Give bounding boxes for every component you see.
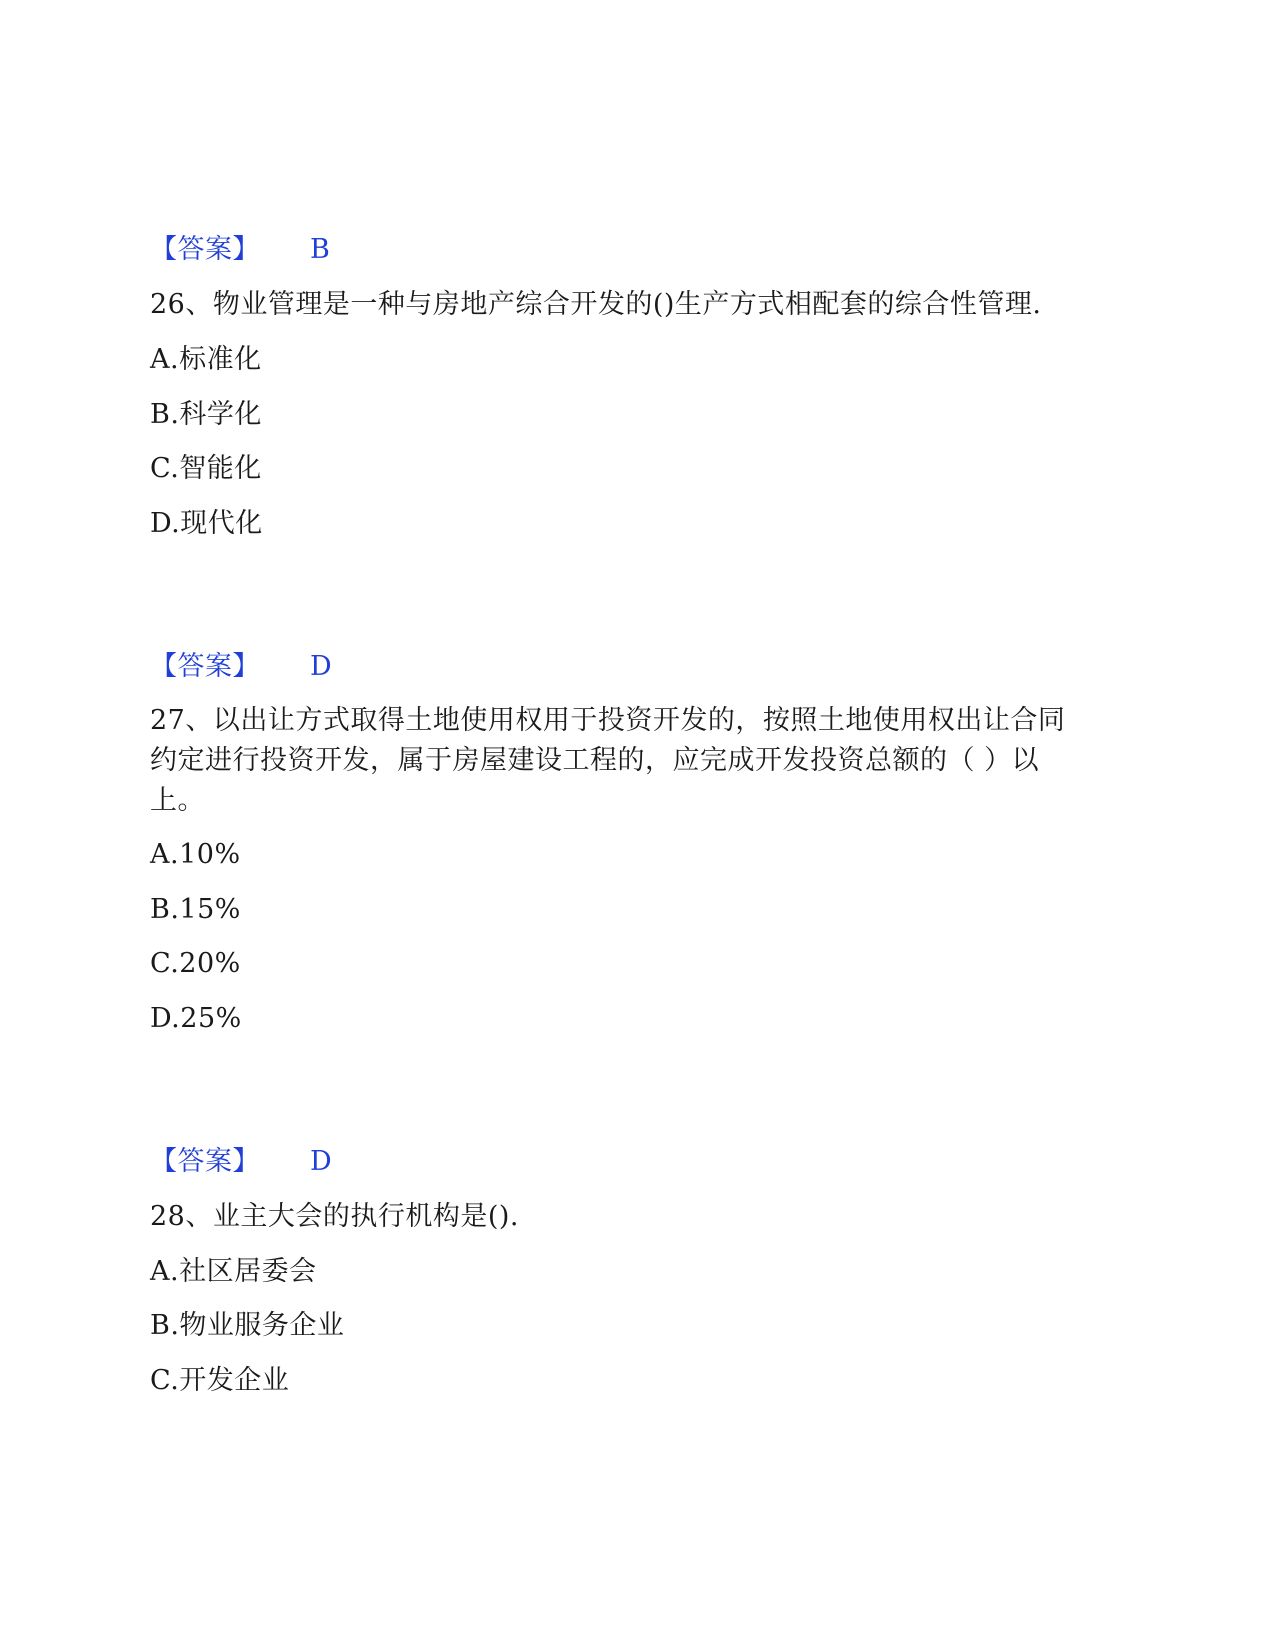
question-27-option-c: C.20% (150, 948, 241, 979)
question-27-option-b: B.15% (150, 894, 241, 925)
answer-label: 【答案】 (150, 234, 260, 265)
answer-value: D (310, 651, 333, 682)
question-27-text-line-3: 上。 (150, 785, 205, 816)
question-27-option-d: D.25% (150, 1003, 242, 1034)
question-26-option-c: C.智能化 (150, 453, 262, 484)
answer-row-26 (150, 647, 332, 687)
question-27-text-line-2: 约定进行投资开发，属于房屋建设工程的，应完成开发投资总额的（ ）以 (150, 745, 1040, 776)
answer-label: 【答案】 (150, 1146, 260, 1177)
question-27-option-a: A.10% (150, 839, 241, 870)
question-26-option-d: D.现代化 (150, 508, 263, 539)
answer-value: B (310, 234, 331, 265)
question-26-option-a: A.标准化 (150, 344, 262, 375)
question-28-option-c: C.开发企业 (150, 1365, 290, 1396)
question-26-text: 26、物业管理是一种与房地产综合开发的()生产方式相配套的综合性管理. (150, 289, 1042, 320)
question-27-text-line-1: 27、以出让方式取得土地使用权用于投资开发的，按照土地使用权出让合同 (150, 705, 1066, 736)
answer-row-27 (150, 1142, 332, 1182)
question-28-option-b: B.物业服务企业 (150, 1310, 345, 1341)
answer-row-25 (150, 230, 330, 270)
answer-value: D (310, 1146, 333, 1177)
question-28-option-a: A.社区居委会 (150, 1256, 317, 1287)
answer-label: 【答案】 (150, 651, 260, 682)
question-26-option-b: B.科学化 (150, 399, 262, 430)
question-28-text: 28、业主大会的执行机构是(). (150, 1201, 520, 1232)
